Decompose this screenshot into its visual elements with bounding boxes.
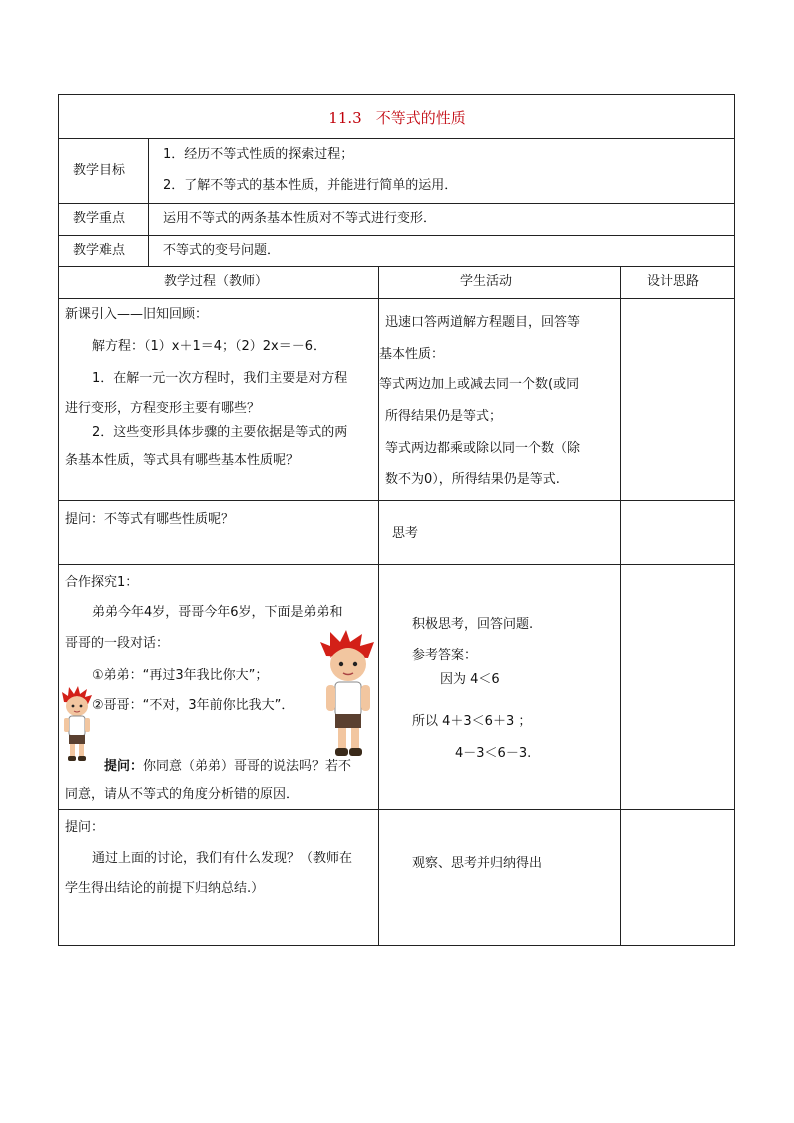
s3-student-line-1: 积极思考，回答问题. bbox=[412, 617, 534, 632]
header-process: 教学过程（教师） bbox=[164, 274, 269, 289]
s1-student-line-3: 等式两边加上或减去同一个数(或同 bbox=[379, 377, 580, 392]
difficulty-label: 教学难点 bbox=[73, 243, 126, 258]
keypoint-label: 教学重点 bbox=[73, 211, 126, 226]
s3-student-line-2: 参考答案： bbox=[412, 648, 478, 663]
s4-teacher-line-3: 学生得出结论的前提下归纳总结.） bbox=[65, 881, 265, 896]
goal-line-1: 1．经历不等式性质的探索过程； bbox=[163, 147, 354, 162]
s4-student: 观察、思考并归纳得出 bbox=[412, 856, 543, 871]
header-student: 学生活动 bbox=[460, 274, 513, 289]
page-title bbox=[0, 107, 794, 128]
s3-teacher-line-4: ①弟弟：“再过3年我比你大”； bbox=[92, 668, 269, 683]
s3-question bbox=[104, 758, 351, 776]
s1-teacher-line-3: 1．在解一元一次方程时，我们主要是对方程 bbox=[92, 371, 348, 386]
s3-teacher-line-3: 哥哥的一段对话： bbox=[65, 636, 170, 651]
s1-student-line-5: 等式两边都乘或除以同一个数（除 bbox=[385, 441, 581, 456]
s2-teacher: 提问：不等式有哪些性质呢？ bbox=[65, 512, 235, 527]
s3-teacher-line-5: ②哥哥：“不对，3年前你比我大”． bbox=[92, 698, 295, 713]
s3-teacher-line-2: 弟弟今年4岁，哥哥今年6岁，下面是弟弟和 bbox=[92, 605, 343, 620]
s1-teacher-line-5: 2．这些变形具体步骤的主要依据是等式的两 bbox=[92, 425, 348, 440]
header-design: 设计思路 bbox=[647, 274, 700, 289]
s3-student-line-5: 4－3＜6－3. bbox=[455, 746, 532, 761]
older-brother-illustration bbox=[318, 630, 380, 758]
s1-teacher-line-1: 新课引入——旧知回顾： bbox=[65, 307, 209, 322]
goal-label: 教学目标 bbox=[73, 163, 126, 178]
s3-student-line-4: 所以 4＋3＜6＋3 ； bbox=[412, 714, 532, 729]
s1-student-line-4: 所得结果仍是等式； bbox=[385, 409, 503, 424]
s4-teacher-line-2: 通过上面的讨论，我们有什么发现？（教师在 bbox=[92, 851, 353, 866]
younger-brother-illustration bbox=[60, 686, 94, 762]
s3-teacher-line-1: 合作探究1： bbox=[65, 575, 139, 590]
s1-teacher-line-6: 条基本性质，等式具有哪些基本性质呢？ bbox=[65, 453, 300, 468]
s3-question-label: 提问： bbox=[104, 759, 144, 774]
s1-teacher-line-4: 进行变形，方程变形主要有哪些？ bbox=[65, 401, 261, 416]
s3-question-line-2: 同意，请从不等式的角度分析错的原因． bbox=[65, 787, 300, 802]
s1-teacher-line-2: 解方程：（1）x＋1＝4；（2）2x＝－6． bbox=[92, 339, 327, 354]
title-text: 不等式的性质 bbox=[375, 109, 466, 127]
s1-student-line-1: 迅速口答两道解方程题目，回答等 bbox=[385, 315, 581, 330]
s2-student: 思考 bbox=[392, 526, 419, 541]
goal-line-2: 2．了解不等式的基本性质，并能进行简单的运用． bbox=[163, 178, 458, 193]
s4-teacher-line-1: 提问： bbox=[65, 820, 105, 835]
s1-student-line-6: 数不为0），所得结果仍是等式. bbox=[385, 472, 560, 487]
title-number: 11.3 bbox=[328, 109, 362, 127]
s3-student-line-3: 因为 4＜6 bbox=[440, 672, 500, 687]
difficulty-text: 不等式的变号问题． bbox=[163, 243, 281, 258]
keypoint-text: 运用不等式的两条基本性质对不等式进行变形． bbox=[163, 211, 437, 226]
s1-student-line-2: 基本性质： bbox=[379, 347, 445, 362]
s3-question-text: 你同意（弟弟）哥哥的说法吗？若不 bbox=[143, 759, 352, 774]
